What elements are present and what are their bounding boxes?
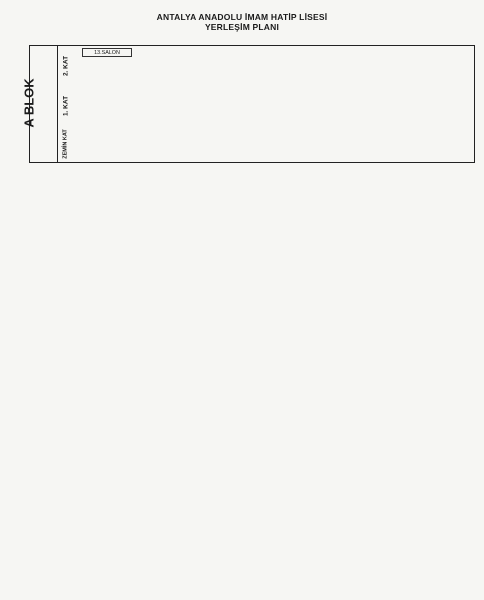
block-a — [29, 45, 475, 163]
document-subtitle: YERLEŞİM PLANI — [204, 22, 280, 32]
floor-divider — [57, 45, 58, 163]
block-a-floor-label: ZEMİN KAT — [62, 129, 69, 159]
block-a-label: A BLOK — [21, 78, 37, 128]
a-2kat-0-header: 13.SALON — [82, 48, 132, 57]
block-a-floor-label: 2. KAT — [62, 55, 70, 77]
block-a-floor-label: 1. KAT — [62, 95, 70, 117]
document-title: ANTALYA ANADOLU İMAM HATİP LİSESİ — [156, 12, 328, 22]
